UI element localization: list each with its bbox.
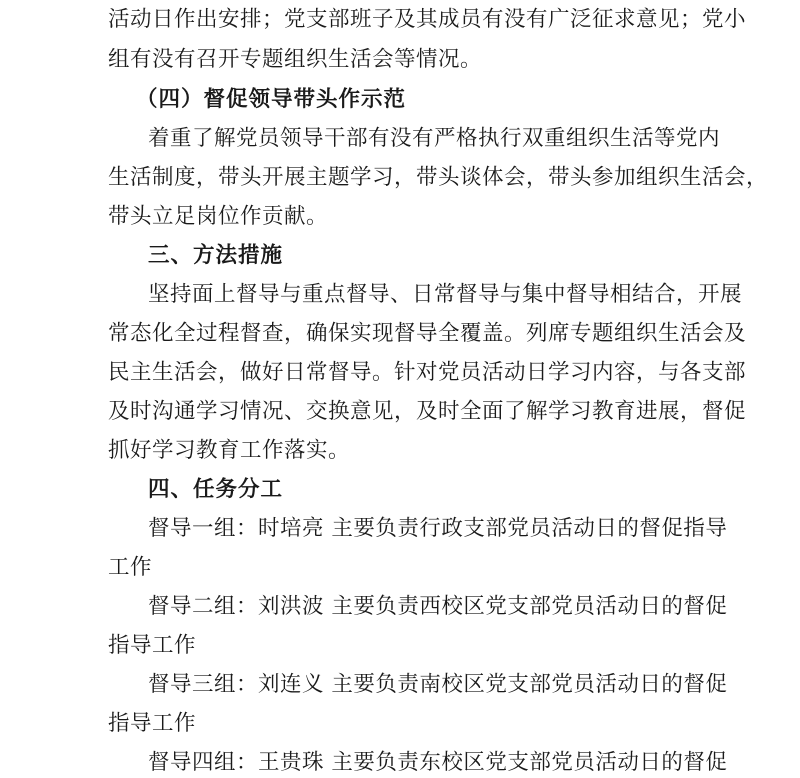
paragraph-line: 着重了解党员领导干部有没有严格执行双重组织生活等党内 <box>148 126 721 151</box>
section-heading: 四、任务分工 <box>148 477 284 502</box>
paragraph-line: 生活制度，带头开展主题学习，带头谈体会，带头参加组织生活会， <box>108 165 769 190</box>
paragraph-line: 民主生活会，做好日常督导。针对党员活动日学习内容，与各支部 <box>108 360 747 385</box>
paragraph-line: 带头立足岗位作贡献。 <box>108 204 329 229</box>
task-group-line: 工作 <box>108 555 153 580</box>
task-group-line: 指导工作 <box>108 711 197 736</box>
task-group-line: 督导二组：刘洪波 主要负责西校区党支部党员活动日的督促 <box>148 594 728 619</box>
paragraph-line: 常态化全过程督查，确保实现督导全覆盖。列席专题组织生活会及 <box>108 321 747 346</box>
section-heading: 三、方法措施 <box>148 243 284 268</box>
paragraph-line: 组有没有召开专题组织生活会等情况。 <box>108 47 483 72</box>
task-group-line: 督导四组：王贵珠 主要负责东校区党支部党员活动日的督促 <box>148 750 728 775</box>
task-group-line: 指导工作 <box>108 633 197 658</box>
task-group-line: 督导三组：刘连义 主要负责南校区党支部党员活动日的督促 <box>148 672 728 697</box>
paragraph-line: 抓好学习教育工作落实。 <box>108 438 351 463</box>
paragraph-line: 活动日作出安排；党支部班子及其成员有没有广泛征求意见；党小 <box>108 7 747 32</box>
subsection-heading: （四）督促领导带头作示范 <box>136 87 407 112</box>
paragraph-line: 及时沟通学习情况、交换意见，及时全面了解学习教育进展，督促 <box>108 399 747 424</box>
paragraph-line: 坚持面上督导与重点督导、日常督导与集中督导相结合，开展 <box>148 282 743 307</box>
task-group-line: 督导一组：时培亮 主要负责行政支部党员活动日的督促指导 <box>148 516 728 541</box>
